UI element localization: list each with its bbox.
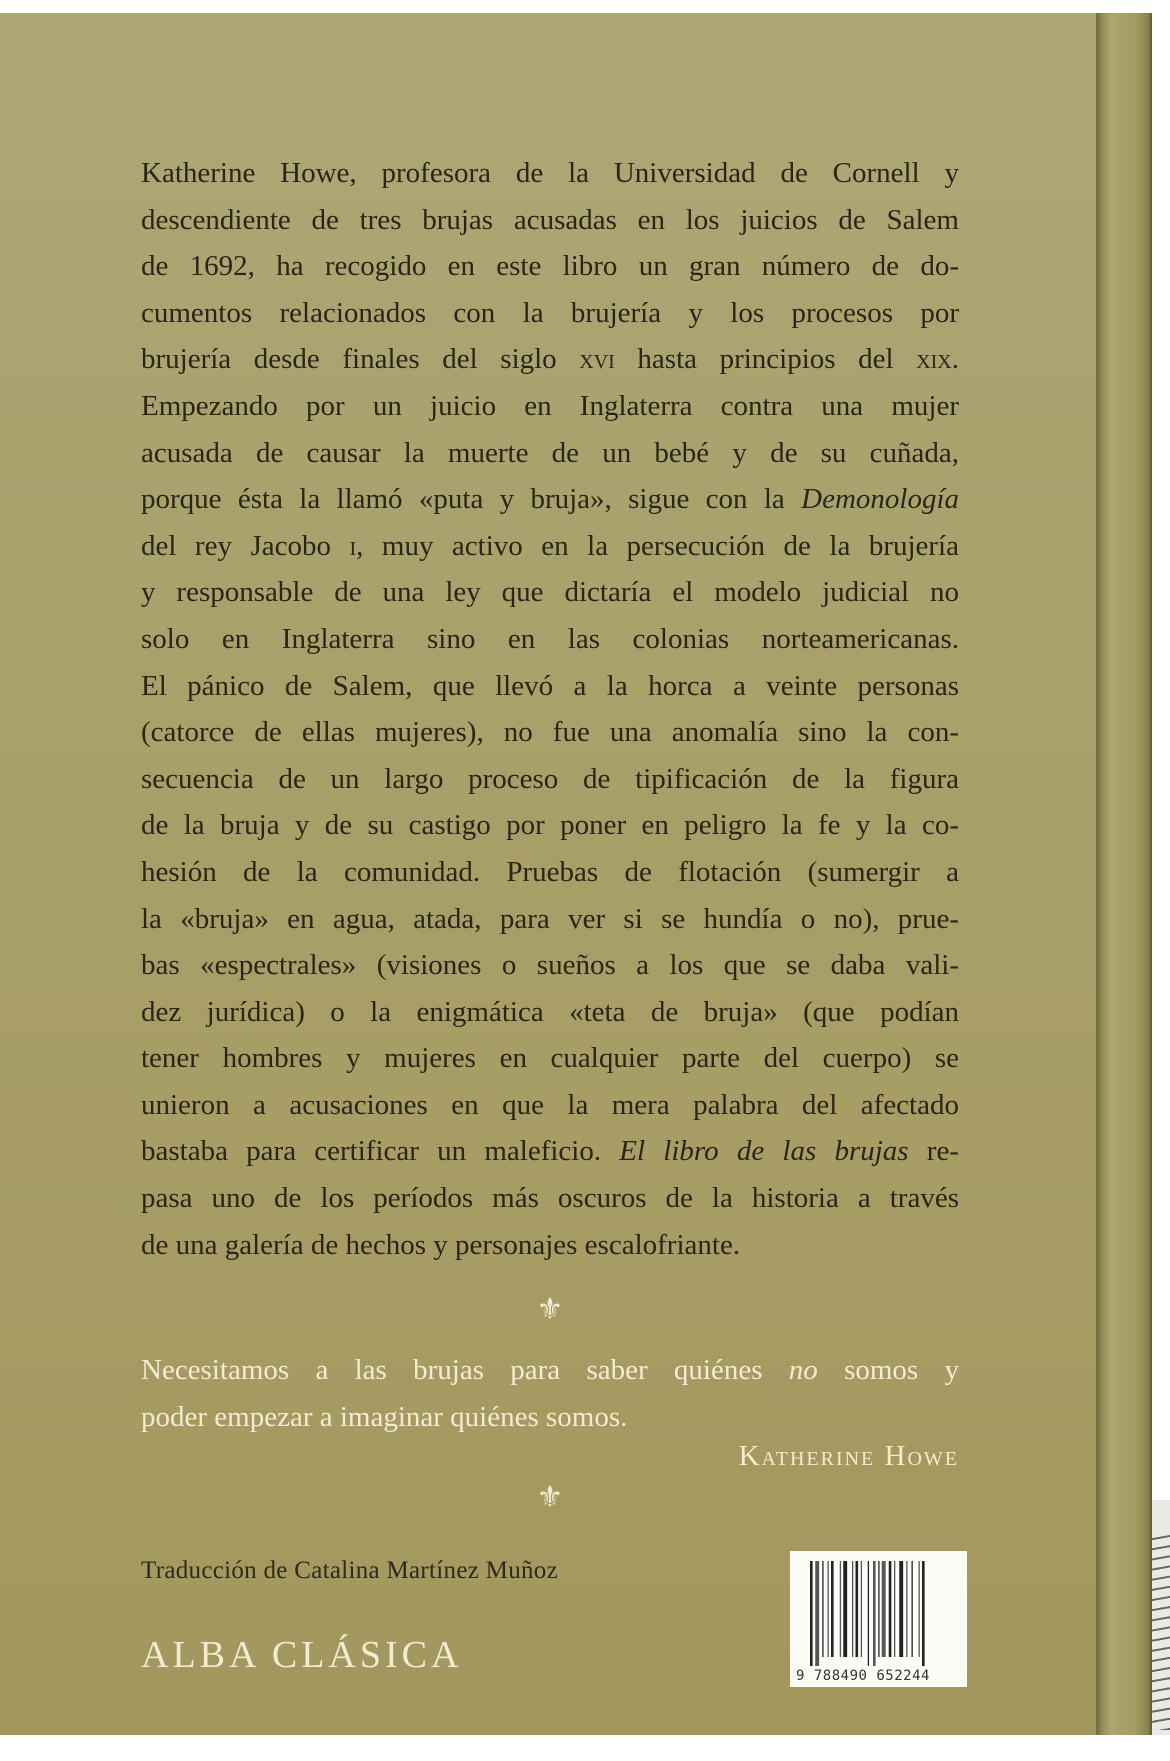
blurb-segment: pasa uno de los períodos más oscuros de la historia a través	[141, 1182, 959, 1215]
blurb-line	[141, 802, 959, 849]
barcode-bar	[815, 1561, 819, 1666]
barcode-bar	[873, 1561, 876, 1666]
blurb-segment: la «bruja» en agua, atada, para ver si se hundía o no), prue-	[141, 902, 959, 935]
italic-title: El libro de las brujas	[619, 1135, 909, 1168]
blurb-segment: .	[951, 343, 959, 376]
blurb-segment: bastaba para certificar un maleficio.	[141, 1135, 620, 1168]
blurb-segment: acusada de causar la muerte de un bebé y de su cuñada,	[141, 436, 959, 469]
blurb-segment: porque ésta la llamó «puta y bruja», sigue con la	[141, 483, 802, 516]
blurb-line	[141, 756, 959, 803]
blurb-segment: de una galería de hechos y personajes escalofriante.	[141, 1228, 741, 1261]
barcode-bar	[878, 1561, 879, 1657]
blurb-line	[141, 942, 959, 989]
blurb-line	[141, 197, 959, 244]
blurb-segment: brujería desde finales del siglo	[141, 343, 580, 376]
fleuron-icon: ⚜	[536, 1481, 564, 1514]
blurb-segment: re-	[908, 1135, 959, 1168]
blurb-segment: y responsable de una ley que dictaría el modelo judicial no	[141, 576, 959, 609]
blurb-line	[141, 849, 959, 896]
blurb-line	[141, 336, 959, 383]
blurb-line	[141, 290, 959, 337]
blurb-segment: tener hombres y mujeres en cualquier parte del cuerpo) se	[141, 1042, 959, 1075]
blurb-segment: solo en Inglaterra sino en las colonias norteamericanas.	[141, 622, 959, 655]
blurb-line	[141, 663, 959, 710]
blurb-segment: El pánico de Salem, que llevó a la horca a veinte personas	[141, 669, 959, 702]
book-spine	[1096, 13, 1152, 1735]
barcode-bar	[868, 1561, 869, 1666]
quote-line-1	[141, 1347, 959, 1394]
quote-text: Necesitamos a las brujas para saber quiénes	[141, 1354, 789, 1386]
barcode-bar	[810, 1561, 813, 1666]
blurb-segment: unieron a acusaciones en que la mera palabra del afectado	[141, 1088, 959, 1121]
blurb-line	[141, 709, 959, 756]
barcode-bar	[899, 1561, 903, 1657]
epigraph-quote	[141, 1347, 959, 1440]
blurb-line	[141, 243, 959, 290]
blurb-line	[141, 1222, 959, 1269]
blurb-line	[141, 1035, 959, 1082]
blurb-line	[141, 1128, 959, 1175]
blurb-line	[141, 476, 959, 523]
blurb-segment: de la bruja y de su castigo por poner en peligro la fe y la co-	[141, 809, 959, 842]
barcode-bars	[810, 1561, 955, 1666]
blurb-line	[141, 1175, 959, 1222]
blurb-segment: hasta principios del	[614, 343, 917, 376]
barcode-bar	[922, 1561, 925, 1666]
barcode-bar	[912, 1561, 913, 1657]
blurb-line	[141, 523, 959, 570]
isbn-number: 9 788490 652244	[796, 1668, 930, 1684]
blurb-segment: (catorce de ellas mujeres), no fue una anomalía sino la con-	[141, 716, 959, 749]
blurb-segment: secuencia de un largo proceso de tipificación de la figura	[141, 762, 959, 795]
blurb-segment: Katherine Howe, profesora de la Universidad de Cornell y	[141, 157, 959, 189]
barcode-bar	[822, 1561, 823, 1657]
blurb-segment: hesión de la comunidad. Pruebas de flotación (sumergir a	[141, 855, 959, 888]
blurb-segment: descendiente de tres brujas acusadas en los juicios de Salem	[141, 203, 959, 236]
blurb-segment: Empezando por un juicio en Inglaterra contra una mujer	[141, 389, 959, 422]
blurb-text	[141, 150, 959, 1268]
blurb-line	[141, 616, 959, 663]
blurb-segment: dez jurídica) o la enigmática «teta de bruja» (que podían	[141, 995, 959, 1028]
barcode-bar	[840, 1561, 841, 1657]
barcode-bar	[906, 1561, 907, 1657]
publisher-imprint: ALBA CLÁSICA	[141, 1634, 463, 1676]
blurb-segment: cumentos relacionados con la brujería y los procesos por	[141, 296, 959, 329]
barcode-bar	[856, 1561, 859, 1657]
quote-author: Katherine Howe	[738, 1440, 959, 1472]
barcode-bar	[852, 1561, 853, 1657]
blurb-segment: xvi	[579, 343, 615, 376]
blurb-segment: bas «espectrales» (visiones o sueños a los que se daba vali-	[141, 949, 959, 982]
blurb-segment: i	[349, 529, 357, 562]
quote-emphasis: no	[788, 1354, 818, 1386]
translator-credit: Traducción de Catalina Martínez Muñoz	[141, 1557, 559, 1584]
barcode-bar	[843, 1561, 847, 1657]
blurb-line	[141, 896, 959, 943]
barcode-bar	[882, 1561, 886, 1657]
blurb-line	[141, 150, 959, 197]
barcode-bar	[919, 1561, 920, 1657]
barcode-bar	[889, 1561, 892, 1657]
barcode-bar	[831, 1561, 834, 1657]
barcode-bar	[894, 1561, 895, 1657]
barcode-bar	[828, 1561, 829, 1657]
blurb-segment: , muy activo en la persecución de la brujería	[356, 529, 959, 562]
quote-line-2: poder empezar a imaginar quiénes somos.	[141, 1400, 628, 1433]
blurb-line	[141, 383, 959, 430]
fleuron-icon: ⚜	[536, 1293, 564, 1326]
blurb-line	[141, 989, 959, 1036]
blurb-line	[141, 430, 959, 477]
italic-title: Demonología	[801, 483, 959, 516]
barcode-bar	[861, 1561, 862, 1657]
blurb-segment: del rey Jacobo	[141, 529, 350, 562]
blurb-line	[141, 569, 959, 616]
blurb-segment: xix	[916, 343, 952, 376]
blurb-line	[141, 1082, 959, 1129]
adjacent-illustration	[1152, 1530, 1170, 1730]
quote-text: somos y	[817, 1354, 959, 1386]
blurb-segment: de 1692, ha recogido en este libro un gran número de do-	[141, 250, 959, 283]
isbn-barcode	[790, 1551, 967, 1687]
